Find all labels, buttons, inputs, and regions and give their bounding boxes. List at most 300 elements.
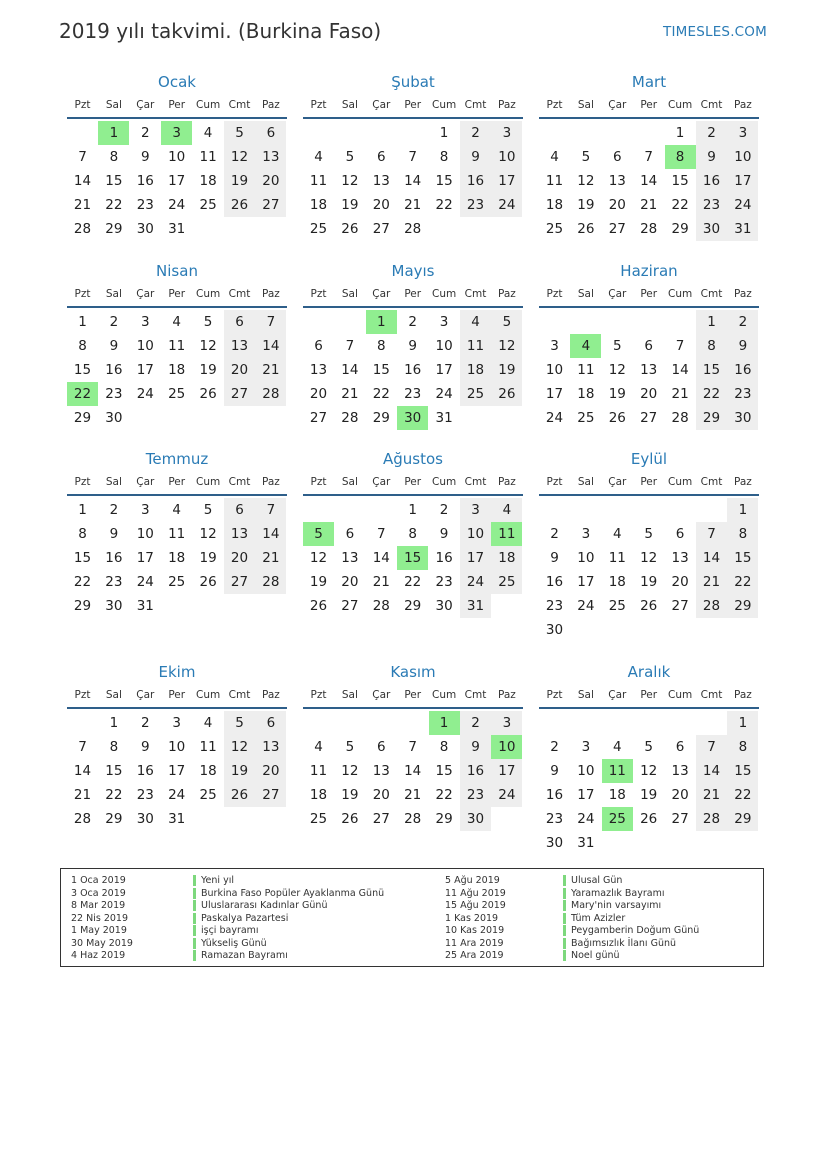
day-cell: 30 [105,410,123,426]
legend-holiday-name: Ramazan Bayramı [201,950,288,961]
legend-date: 11 Ara 2019 [445,937,504,949]
day-cell: 14 [696,759,727,783]
day-cell: 26 [224,783,255,807]
weekday-header [539,99,759,117]
day-cell: 12 [199,338,217,354]
day-cell: 11 [309,173,328,189]
day-cell: 2 [109,502,119,518]
weekday-label: Çar [372,476,391,488]
legend-holiday-name: Burkina Faso Popüler Ayaklanma Günü [201,887,385,899]
legend-date: 5 Ağu 2019 [445,875,500,886]
day-cell: 3 [439,314,449,330]
day-cell: 9 [727,334,758,358]
day-cell: 17 [136,362,154,378]
weekday-label: Paz [261,476,280,488]
day-cell: 21 [372,574,390,590]
day-cell: 16 [136,173,154,189]
day-cell: 21 [255,358,286,382]
day-cell: 14 [671,362,689,378]
day-cell: 12 [577,173,595,189]
header-rule [67,494,287,496]
day-cell: 5 [345,739,355,755]
weekday-header [539,476,759,494]
day-cell: 16 [404,362,422,378]
day-cell: 8 [408,526,417,542]
day-cell: 20 [640,386,658,402]
day-cell: 11 [199,739,217,755]
day-cell: 19 [577,197,595,213]
day-cell: 24 [136,574,154,590]
day-cell: 24 [168,197,186,213]
day-cell: 30 [105,598,123,614]
day-cell: 15 [372,362,390,378]
day-cell: 12 [199,526,217,542]
legend-date: 22 Nis 2019 [71,912,128,924]
day-cell: 6 [255,711,286,735]
weekday-label: Cmt [228,288,251,300]
day-cell: 25 [460,382,491,406]
day-cell: 24 [460,570,491,594]
month-name: Mayıs [391,262,435,280]
legend-holiday-name: Paskalya Pazartesi [201,912,289,924]
weekday-label: Per [404,99,422,111]
holiday-day-cell: 1 [429,711,460,735]
weekday-label: Cmt [228,689,251,701]
day-cell: 9 [439,526,449,542]
day-cell: 14 [341,362,359,378]
day-cell: 14 [73,173,92,189]
day-cell: 7 [696,735,727,759]
weekday-label: Pzt [310,99,327,111]
day-cell: 12 [309,550,328,566]
day-cell: 20 [372,787,390,803]
brand-link[interactable]: TIMESLES.COM [663,24,767,40]
month-name: Nisan [156,262,198,280]
day-cell: 1 [78,502,87,518]
weekday-label: Çar [372,689,391,701]
day-cell: 13 [372,763,390,779]
day-cell: 27 [224,570,255,594]
day-cell: 10 [460,522,491,546]
day-cell: 23 [105,386,123,402]
day-cell: 15 [671,173,689,189]
weekday-label: Paz [497,99,516,111]
day-cell: 16 [460,169,491,193]
day-cell: 15 [105,763,123,779]
holiday-day-cell: 15 [397,546,428,570]
holiday-day-cell: 1 [366,310,397,334]
day-cell: 13 [671,550,689,566]
weekday-label: Cum [195,99,221,111]
day-cell: 23 [545,598,564,614]
day-cell: 14 [255,334,286,358]
month-name: Temmuz [145,450,209,468]
day-cell: 22 [105,787,123,803]
weekday-label: Pzt [546,476,563,488]
legend-holiday-name: Noel günü [571,950,620,961]
weekday-header [303,288,523,306]
header-rule [67,117,287,119]
day-cell: 14 [640,173,658,189]
day-cell: 22 [73,574,92,590]
day-cell: 30 [545,622,564,638]
day-cell: 18 [168,550,186,566]
weekday-label: Pzt [310,476,327,488]
day-cell: 5 [224,121,255,145]
day-cell: 4 [613,526,622,542]
weekday-label: Cum [195,689,221,701]
day-cell: 29 [105,811,123,827]
day-cell: 2 [408,314,417,330]
month-name: Ağustos [383,450,443,468]
day-cell: 3 [491,711,522,735]
day-cell: 12 [640,763,658,779]
day-cell: 25 [309,221,328,237]
day-cell: 26 [608,410,626,426]
month-name: Ekim [158,663,196,681]
day-cell: 18 [168,362,186,378]
day-cell: 14 [696,546,727,570]
day-cell: 29 [727,807,758,831]
weekday-label: Cmt [700,288,723,300]
day-cell: 22 [105,197,123,213]
legend-color-bar [563,888,566,899]
day-cell: 7 [78,739,87,755]
day-cell: 27 [255,193,286,217]
day-cell: 8 [377,338,386,354]
day-cell: 5 [491,310,522,334]
day-cell: 23 [136,197,154,213]
day-cell: 25 [199,197,217,213]
legend-row [61,875,763,888]
day-cell: 9 [550,763,559,779]
day-cell: 5 [203,502,213,518]
day-cell: 4 [314,739,323,755]
weekday-label: Cum [667,689,693,701]
legend-date: 8 Mar 2019 [71,900,126,911]
day-cell: 13 [224,522,255,546]
day-cell: 6 [675,526,685,542]
legend-holiday-name: Bağımsızlık İlanı Günü [571,937,677,949]
day-cell: 27 [372,221,390,237]
day-cell: 3 [581,526,591,542]
weekday-label: Çar [136,99,155,111]
day-cell: 15 [727,546,758,570]
day-cell: 25 [199,787,217,803]
legend-date: 11 Ağu 2019 [445,887,506,899]
month-name: Kasım [390,663,436,681]
day-cell: 8 [78,338,87,354]
legend-color-bar [563,938,566,949]
day-cell: 20 [309,386,328,402]
day-cell: 3 [460,498,491,522]
weekday-label: Paz [261,689,280,701]
legend-date: 4 Haz 2019 [71,950,126,961]
day-cell: 9 [460,735,491,759]
weekday-label: Cmt [228,476,251,488]
day-cell: 20 [671,574,689,590]
day-cell: 21 [73,197,92,213]
day-cell: 26 [640,598,658,614]
day-cell: 17 [577,574,595,590]
day-cell: 17 [727,169,758,193]
day-cell: 30 [136,811,154,827]
weekday-label: Cmt [700,476,723,488]
day-cell: 21 [696,570,727,594]
day-cell: 5 [644,739,653,755]
day-cell: 4 [203,125,213,141]
day-cell: 7 [377,526,386,542]
day-cell: 30 [696,217,727,241]
day-cell: 3 [172,715,181,731]
day-cell: 26 [491,382,522,406]
day-cell: 7 [255,498,286,522]
day-cell: 18 [545,197,564,213]
weekday-label: Pzt [310,689,327,701]
day-cell: 22 [727,783,758,807]
weekday-label: Pzt [74,689,91,701]
weekday-label: Cmt [464,288,487,300]
legend-row [61,938,763,951]
day-cell: 6 [377,149,386,165]
day-cell: 11 [608,550,626,566]
day-cell: 29 [404,598,422,614]
legend-row [61,913,763,926]
day-cell: 12 [491,334,522,358]
day-cell: 16 [435,550,453,566]
legend-holiday-name: Yaramazlık Bayramı [571,887,665,899]
legend-holiday-name: Tüm Azizler [571,912,626,924]
day-cell: 31 [435,410,453,426]
weekday-label: Paz [733,476,752,488]
weekday-label: Per [640,288,658,300]
day-cell: 29 [105,221,123,237]
day-cell: 1 [696,310,727,334]
day-cell: 28 [671,410,689,426]
day-cell: 9 [550,550,559,566]
holiday-day-cell: 25 [602,807,633,831]
day-cell: 10 [491,145,522,169]
weekday-label: Cum [667,288,693,300]
day-cell: 20 [255,169,286,193]
header-rule [67,707,287,709]
day-cell: 18 [309,197,328,213]
day-cell: 7 [408,149,417,165]
day-cell: 19 [640,787,658,803]
legend-holiday-name: işçi bayramı [201,925,259,936]
day-cell: 12 [608,362,626,378]
day-cell: 1 [727,711,758,735]
header-rule [539,306,759,308]
weekday-label: Paz [497,476,516,488]
day-cell: 8 [439,739,449,755]
legend-row [61,900,763,913]
day-cell: 6 [224,498,255,522]
day-cell: 16 [545,574,564,590]
day-cell: 19 [341,787,359,803]
weekday-label: Cum [431,288,457,300]
day-cell: 15 [73,550,92,566]
day-cell: 21 [73,787,92,803]
day-cell: 2 [550,526,559,542]
day-cell: 21 [640,197,658,213]
day-cell: 23 [727,382,758,406]
day-cell: 24 [491,193,522,217]
day-cell: 1 [408,502,417,518]
weekday-header [303,476,523,494]
holiday-day-cell: 5 [303,522,334,546]
day-cell: 2 [460,711,491,735]
day-cell: 31 [460,594,491,618]
legend-holiday-name: Yükseliş Günü [201,937,267,949]
day-cell: 28 [341,410,359,426]
weekday-label: Sal [105,99,122,111]
day-cell: 26 [640,811,658,827]
day-cell: 23 [435,574,453,590]
day-cell: 6 [675,739,685,755]
day-cell: 4 [491,498,522,522]
day-cell: 13 [372,173,390,189]
day-cell: 23 [105,574,123,590]
day-cell: 10 [168,149,186,165]
day-cell: 15 [105,173,123,189]
weekday-label: Pzt [546,689,563,701]
day-cell: 6 [314,338,323,354]
weekday-label: Per [168,99,186,111]
weekday-label: Çar [136,689,155,701]
month-name: Şubat [391,73,435,91]
day-cell: 27 [608,221,626,237]
day-cell: 7 [696,522,727,546]
page-title: 2019 yılı takvimi. (Burkina Faso) [59,19,382,43]
day-cell: 26 [199,574,217,590]
day-cell: 25 [309,811,328,827]
day-cell: 9 [109,526,119,542]
legend-date: 1 Oca 2019 [71,875,126,886]
day-cell: 20 [671,787,689,803]
day-cell: 17 [136,550,154,566]
day-cell: 7 [408,739,417,755]
day-cell: 1 [78,314,87,330]
legend-color-bar [563,900,566,911]
day-cell: 3 [141,314,150,330]
day-cell: 4 [172,314,181,330]
holiday-day-cell: 3 [161,121,192,145]
legend-holiday-name: Yeni yıl [201,875,234,886]
day-cell: 10 [577,763,595,779]
day-cell: 25 [168,574,186,590]
legend-color-bar [563,925,566,936]
weekday-label: Paz [733,288,752,300]
weekday-label: Pzt [74,288,91,300]
month-name: Aralık [627,663,671,681]
day-cell: 16 [105,362,123,378]
day-cell: 7 [255,310,286,334]
day-cell: 22 [435,787,453,803]
day-cell: 2 [141,125,150,141]
day-cell: 20 [224,358,255,382]
day-cell: 24 [727,193,758,217]
day-cell: 19 [199,550,217,566]
weekday-label: Sal [577,476,594,488]
day-cell: 30 [435,598,453,614]
weekday-label: Sal [105,476,122,488]
day-cell: 28 [255,382,286,406]
day-cell: 2 [696,121,727,145]
weekday-label: Per [640,689,658,701]
weekday-label: Cmt [700,689,723,701]
day-cell: 30 [727,406,758,430]
day-cell: 17 [435,362,453,378]
month-name: Mart [631,73,667,91]
legend-row [61,950,763,963]
day-cell: 27 [255,783,286,807]
legend-date: 1 Kas 2019 [445,912,499,924]
day-cell: 28 [696,807,727,831]
day-cell: 18 [608,787,626,803]
day-cell: 22 [696,382,727,406]
day-cell: 20 [255,759,286,783]
day-cell: 13 [255,735,286,759]
day-cell: 12 [640,550,658,566]
day-cell: 27 [341,598,359,614]
legend-row [61,888,763,901]
day-cell: 26 [341,811,359,827]
weekday-label: Pzt [546,99,563,111]
weekday-label: Per [640,99,658,111]
day-cell: 26 [341,221,359,237]
weekday-label: Per [168,476,186,488]
holiday-day-cell: 1 [98,121,129,145]
day-cell: 6 [644,338,653,354]
day-cell: 22 [435,197,453,213]
day-cell: 17 [577,787,595,803]
weekday-label: Cum [431,689,457,701]
day-cell: 28 [404,221,422,237]
day-cell: 8 [696,334,727,358]
day-cell: 2 [727,310,758,334]
legend-date: 30 May 2019 [71,937,133,949]
day-cell: 23 [545,811,564,827]
day-cell: 18 [460,358,491,382]
weekday-label: Çar [136,476,155,488]
day-cell: 29 [671,221,689,237]
day-cell: 5 [613,338,622,354]
weekday-header [67,689,287,707]
day-cell: 22 [727,570,758,594]
day-cell: 22 [404,574,422,590]
day-cell: 19 [199,362,217,378]
day-cell: 19 [491,358,522,382]
day-cell: 3 [550,338,559,354]
day-cell: 9 [460,145,491,169]
day-cell: 14 [404,173,422,189]
day-cell: 13 [309,362,328,378]
month-name: Eylül [630,450,668,468]
day-cell: 19 [224,759,255,783]
day-cell: 25 [545,221,564,237]
day-cell: 3 [727,121,758,145]
day-cell: 29 [372,410,390,426]
day-cell: 15 [435,173,453,189]
day-cell: 14 [404,763,422,779]
day-cell: 14 [73,763,92,779]
day-cell: 31 [136,598,154,614]
day-cell: 7 [644,149,653,165]
legend-holiday-name: Ulusal Gün [571,875,623,886]
legend-color-bar [563,875,566,886]
day-cell: 29 [727,594,758,618]
